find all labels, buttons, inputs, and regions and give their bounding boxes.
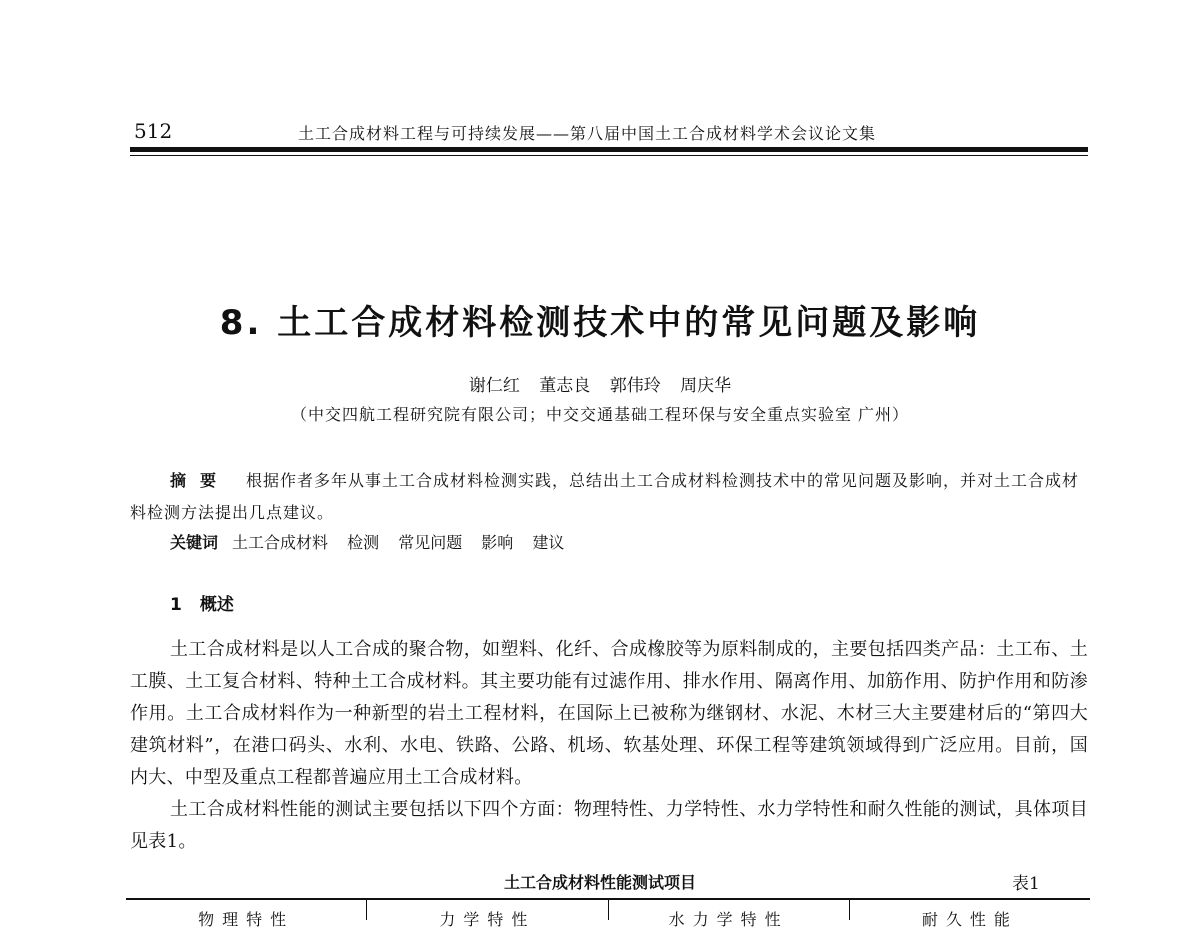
authors: 谢仁红 董志良 郭伟玲 周庆华 [468, 376, 732, 396]
header-rule-thin [130, 155, 1088, 156]
affiliation: （中交四航工程研究院有限公司；中交交通基础工程环保与安全重点实验室 广州） [290, 405, 910, 424]
running-head: 土工合成材料工程与可持续发展——第八届中国土工合成材料学术会议论文集 [298, 124, 877, 143]
header-rule-thick [130, 147, 1088, 152]
section-heading [170, 590, 234, 615]
table-header-cell: 力学特性 [367, 900, 608, 920]
keywords [170, 530, 564, 553]
paper-title: 8. 土工合成材料检测技术中的常见问题及影响 [219, 303, 981, 343]
abstract-text: 根据作者多年从事土工合成材料检测实践，总结出土工合成材料检测技术中的常见问题及影响，并对土工合成材料检测方法提出几点建议。 [130, 471, 1080, 522]
table-header-cell: 耐久性能 [921, 910, 1018, 929]
abstract [130, 465, 1088, 529]
paragraph: 土工合成材料性能的测试主要包括以下四个方面：物理特性、力学特性、水力学特性和耐久性能的测试，具体项目见表1。 [130, 799, 1088, 852]
table-label: 表1 [1012, 874, 1040, 894]
table-caption: 土工合成材料性能测试项目 [503, 873, 696, 892]
paragraph: 土工合成材料是以人工合成的聚合物，如塑料、化纤、合成橡胶等为原料制成的，主要包括四类产品：土工布、土工膜、土工复合材料、特种土工合成材料。其主要功能有过滤作用、排水作用、隔离作用、加筋作用、防护作用和防渗作用。土工合成材料作为一种新型的岩土工程材料，在国际上已被称为继钢材、水泥、木材三大主要建材后的“第四大建筑材料”，在港口码头、水利、水电、铁路、公路、机场、软基处理、环保工程等建筑领域得到广泛应用。目前，国内大、中型及重点工程都普遍应用土工合成材料。 [130, 639, 1088, 788]
page-number: 512 [134, 119, 173, 143]
keywords-text: 土工合成材料 检测 常见问题 影响 建议 [232, 533, 565, 552]
keywords-label: 关键词 [170, 533, 219, 552]
table-header-cell: 水力学特性 [609, 900, 850, 920]
table-header-cell: 物理特性 [126, 900, 367, 920]
table-header [126, 900, 1090, 929]
section-number: 1 [170, 595, 182, 615]
abstract-label: 摘要 [170, 471, 231, 490]
section-title: 概述 [199, 595, 234, 615]
